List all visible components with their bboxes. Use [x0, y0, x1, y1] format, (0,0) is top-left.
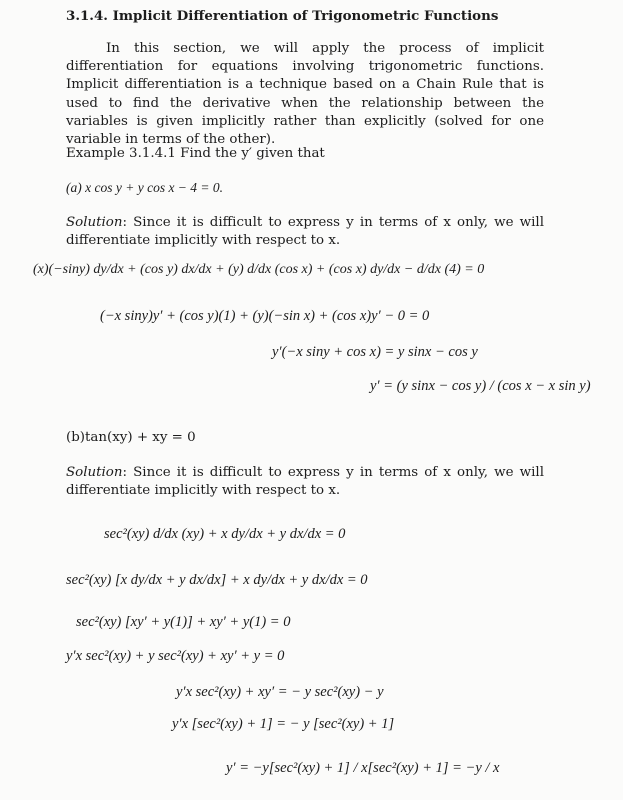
part-b-solution-text: : Since it is difficult to express y in terms of x only, we will differentiate implicitly with respect to x.: [66, 465, 544, 499]
part-a-solution: [66, 214, 544, 250]
part-a-step-3: y′(−x siny + cos x) = y sinx − cos y: [272, 344, 478, 360]
part-a-step-2: (−x siny)y′ + (cos y)(1) + (y)(−sin x) + (cos x)y′ − 0 = 0: [100, 308, 430, 324]
part-b-step-2: sec²(xy) [x dy/dx + y dx/dx] + x dy/dx + y dx/dx = 0: [66, 572, 368, 588]
section-heading: 3.1.4. Implicit Differentiation of Trigonometric Functions: [66, 8, 499, 24]
part-b-step-7: y′ = −y[sec²(xy) + 1] / x[sec²(xy) + 1] = −y / x: [226, 760, 500, 776]
intro-text: In this section, we will apply the process of implicit differentiation for equations involving trigonometric functions. Implicit differentiation is a technique based on a Chain Rule that is used to find the derivative when the relationship between the variables is given implicitly rather than explicitly (solved for one variable in terms of the other).: [66, 41, 544, 148]
part-b-step-4: y′x sec²(xy) + y sec²(xy) + xy′ + y = 0: [66, 648, 285, 664]
part-b-solution: [66, 464, 544, 500]
example-title: Example 3.1.4.1 Find the y′ given that: [66, 146, 325, 161]
part-a-step-4: y′ = (y sinx − cos y) / (cos x − x sin y): [370, 378, 591, 394]
part-a-problem: (a) x cos y + y cos x − 4 = 0.: [66, 180, 224, 195]
part-b-problem: (b)tan(xy) + xy = 0: [66, 430, 196, 445]
part-b-step-5: y′x sec²(xy) + xy′ = − y sec²(xy) − y: [176, 684, 384, 700]
part-a-step-1: (x)(−siny) dy/dx + (cos y) dx/dx + (y) d/dx (cos x) + (cos x) dy/dx − d/dx (4) = 0: [33, 262, 485, 277]
part-a-solution-text: : Since it is difficult to express y in terms of x only, we will differentiate implicitly with respect to x.: [66, 215, 544, 249]
part-a-solution-label: Solution: [66, 215, 123, 230]
intro-paragraph: [66, 40, 544, 149]
part-b-solution-label: Solution: [66, 465, 123, 480]
part-b-step-3: sec²(xy) [xy′ + y(1)] + xy′ + y(1) = 0: [76, 614, 291, 630]
part-b-step-6: y′x [sec²(xy) + 1] = − y [sec²(xy) + 1]: [172, 716, 395, 732]
part-b-step-1: sec²(xy) d/dx (xy) + x dy/dx + y dx/dx = 0: [104, 526, 346, 542]
